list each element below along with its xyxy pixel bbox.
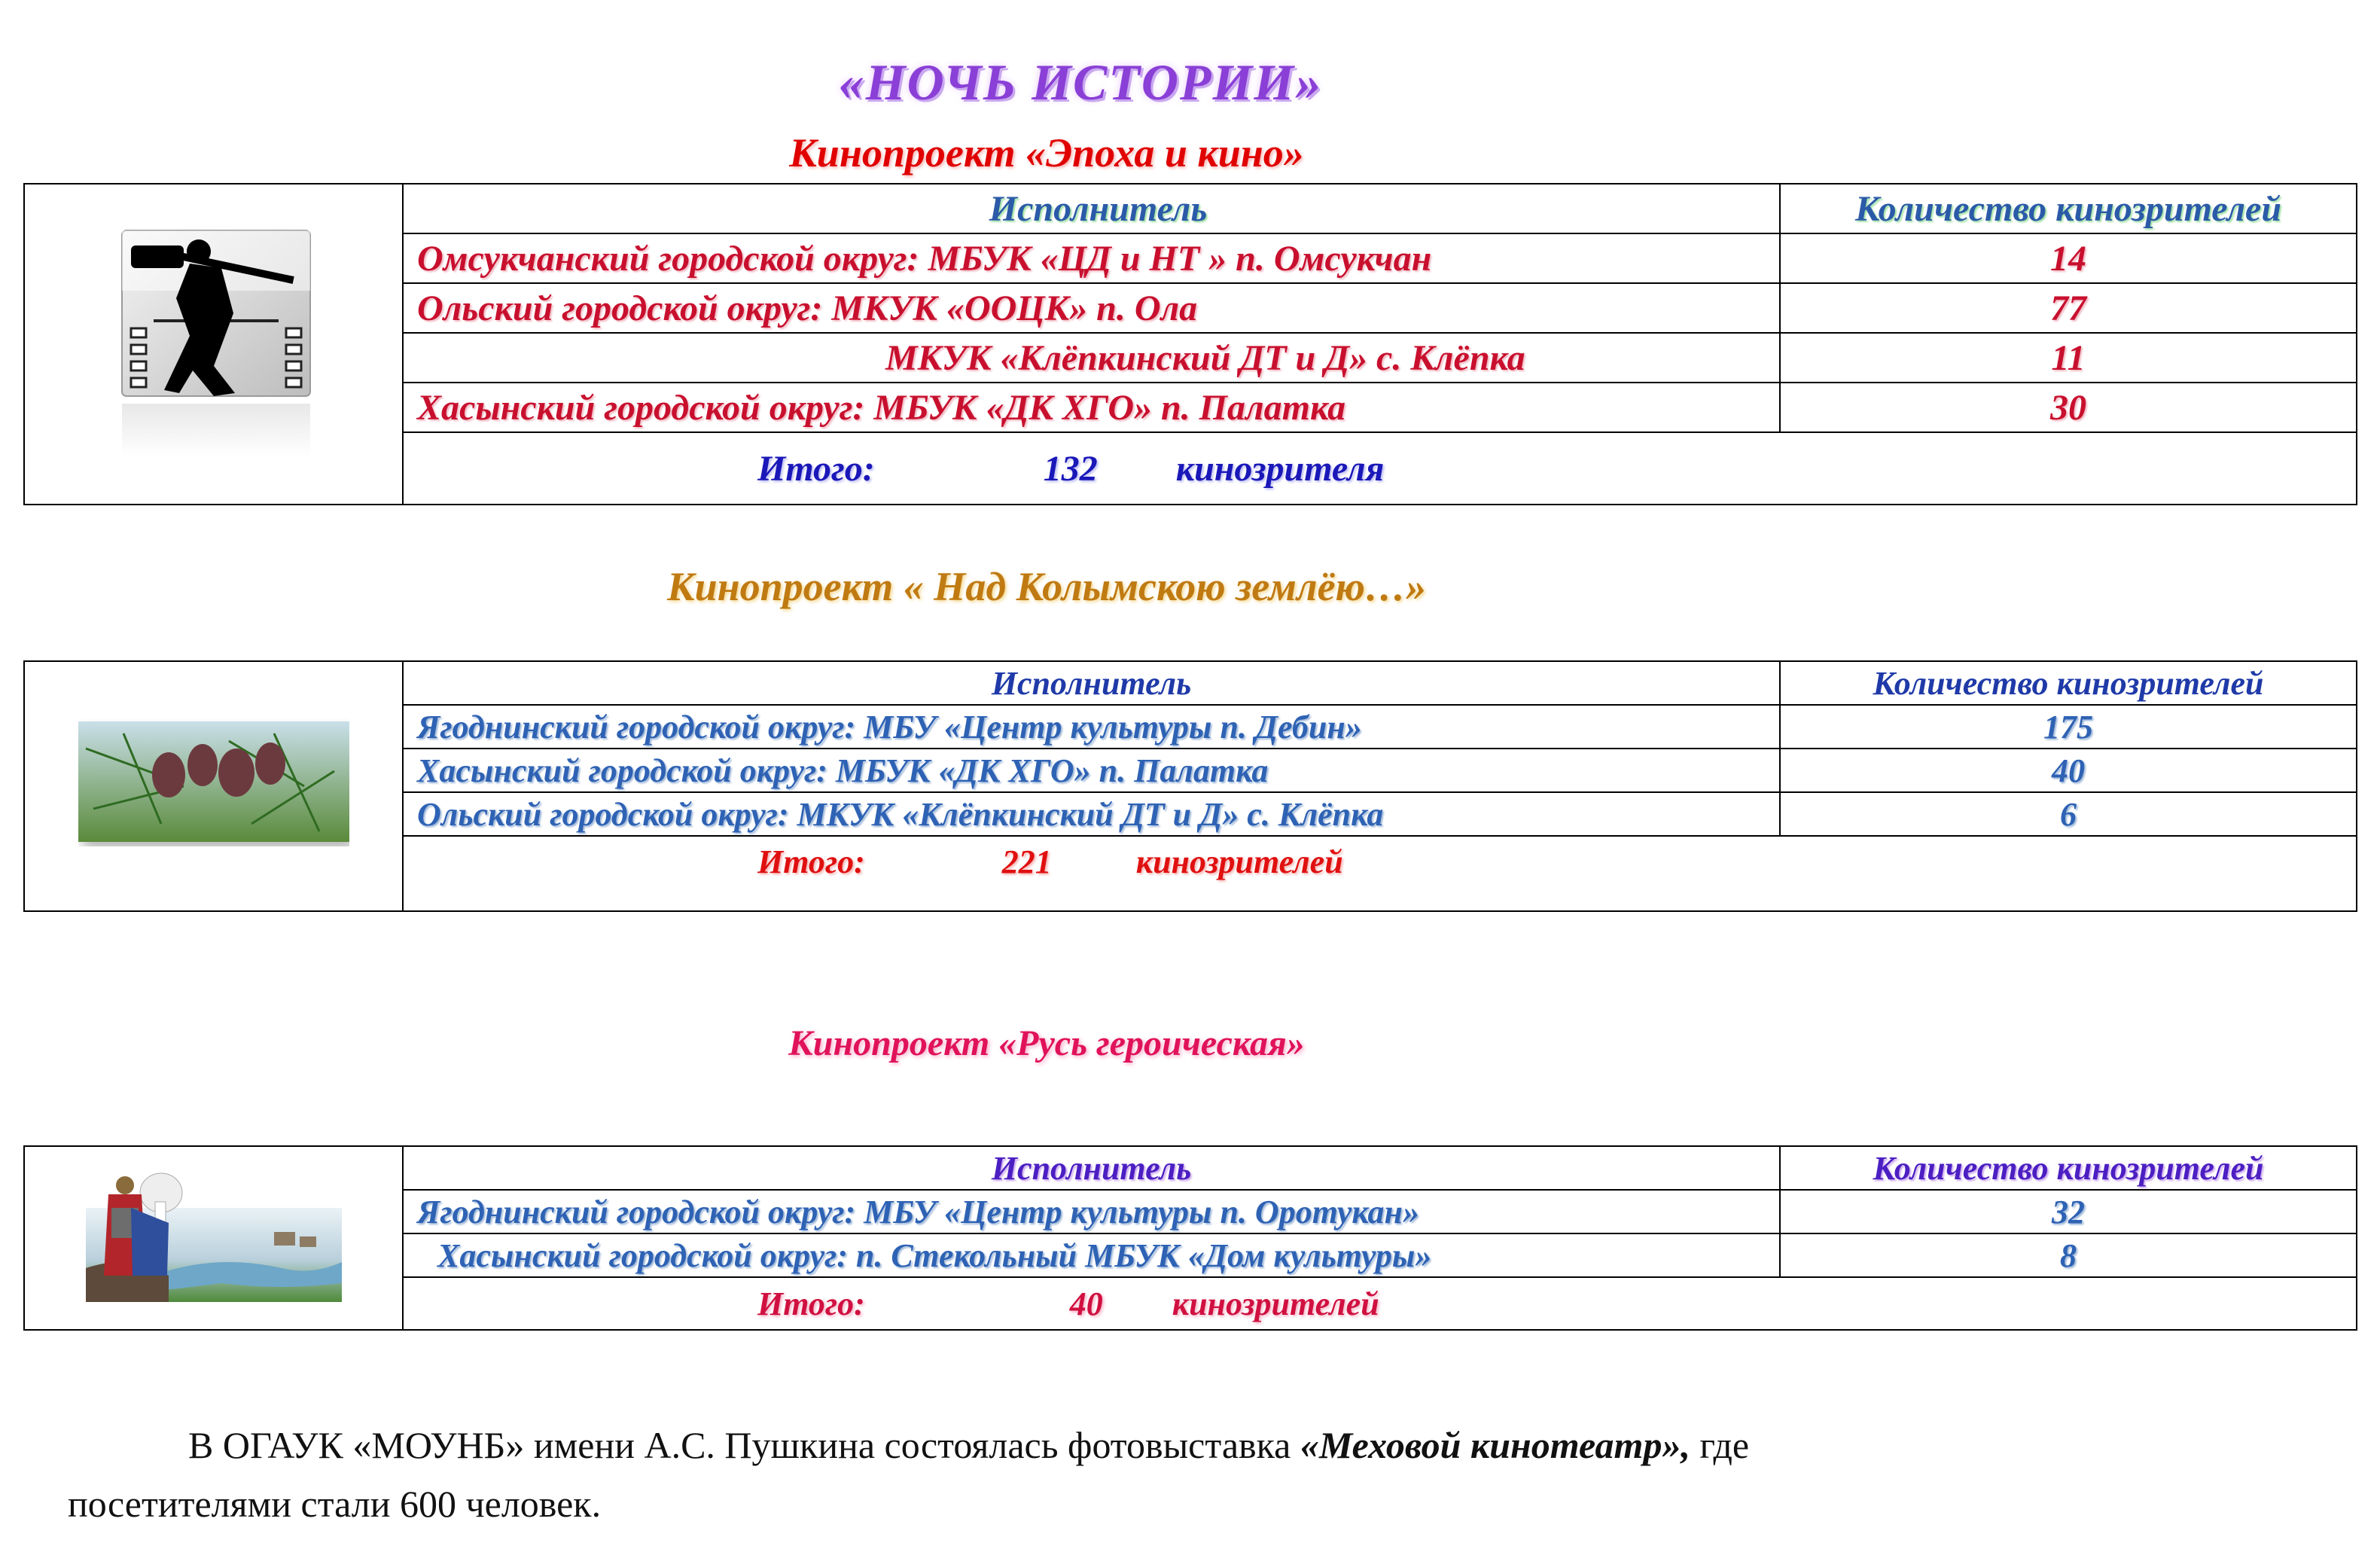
section-title-2: Кинопроект « Над Колымскою землёю…»	[667, 564, 1426, 609]
total-label: Итого:	[757, 843, 865, 880]
film-operator-icon	[101, 215, 327, 464]
table-section-2	[23, 660, 2357, 912]
row-count: 30	[1780, 383, 2357, 432]
total-value: 132	[1043, 448, 1098, 489]
paragraph-emphasis: «Меховой кинотеатр»,	[1300, 1424, 1690, 1466]
section-title-1: Кинопроект «Эпоха и кино»	[789, 130, 1304, 175]
paragraph-text-1: В ОГАУК «МОУНБ» имени А.С. Пушкина состоялась фотовыставка	[188, 1424, 1300, 1466]
film-camera-image	[24, 184, 403, 505]
row-count: 8	[1780, 1233, 2357, 1277]
row-performer: Ягоднинский городской округ: МБУ «Центр культуры п. Оротукан»	[403, 1190, 1780, 1233]
row-count: 6	[1780, 792, 2357, 836]
header-performer: Исполнитель	[403, 1146, 1780, 1190]
page-title: «НОЧЬ ИСТОРИИ»	[838, 53, 1323, 111]
total-value: 221	[1001, 843, 1052, 880]
header-count: Количество кинозрителей	[1780, 1146, 2357, 1190]
row-count: 14	[1780, 233, 2357, 283]
paragraph-line-1	[68, 1416, 2176, 1474]
row-performer: Ольский городской округ: МКУК «Клёпкинский ДТ и Д» с. Клёпка	[403, 792, 1780, 836]
total-label: Итого:	[757, 448, 875, 489]
total-value: 40	[1069, 1285, 1103, 1322]
row-count: 77	[1780, 283, 2357, 333]
pine-cones-image	[24, 661, 403, 911]
warrior-landscape-icon	[86, 1163, 342, 1306]
total-cell	[403, 1277, 2357, 1330]
row-performer: Хасынский городской округ: МБУК «ДК ХГО» п. Палатка	[403, 383, 1780, 432]
heroic-rus-image	[24, 1146, 403, 1330]
paragraph-line-2: посетителями стали 600 человек.	[68, 1483, 602, 1525]
header-count: Количество кинозрителей	[1780, 661, 2357, 705]
section-title-3: Кинопроект «Русь героическая»	[788, 1023, 1305, 1063]
header-performer: Исполнитель	[403, 184, 1780, 233]
table-section-3	[23, 1145, 2357, 1331]
total-unit: кинозрителей	[1135, 843, 1343, 880]
row-count: 11	[1780, 333, 2357, 383]
total-label: Итого:	[757, 1285, 865, 1322]
header-count: Количество кинозрителей	[1780, 184, 2357, 233]
row-count: 40	[1780, 749, 2357, 792]
total-unit: кинозрителя	[1175, 448, 1385, 489]
header-performer: Исполнитель	[403, 661, 1780, 705]
pine-cones-icon	[78, 718, 349, 846]
row-performer: МКУК «Клёпкинский ДТ и Д» с. Клёпка	[403, 333, 1780, 383]
total-cell	[403, 836, 2357, 911]
row-performer: Ягоднинский городской округ: МБУ «Центр культуры п. Дебин»	[403, 705, 1780, 749]
paragraph-text-2: где	[1690, 1424, 1750, 1466]
total-unit: кинозрителей	[1172, 1285, 1379, 1322]
closing-paragraph	[68, 1416, 2176, 1533]
row-performer: Омсукчанский городской округ: МБУК «ЦД и НТ » п. Омсукчан	[403, 233, 1780, 283]
row-performer: Хасынский городской округ: п. Стекольный МБУК «Дом культуры»	[403, 1233, 1780, 1277]
row-performer: Ольский городской округ: МКУК «ООЦК» п. Ола	[403, 283, 1780, 333]
row-count: 175	[1780, 705, 2357, 749]
total-cell	[403, 432, 2357, 505]
row-count: 32	[1780, 1190, 2357, 1233]
row-performer: Хасынский городской округ: МБУК «ДК ХГО» п. Палатка	[403, 749, 1780, 792]
table-section-1	[23, 183, 2357, 505]
